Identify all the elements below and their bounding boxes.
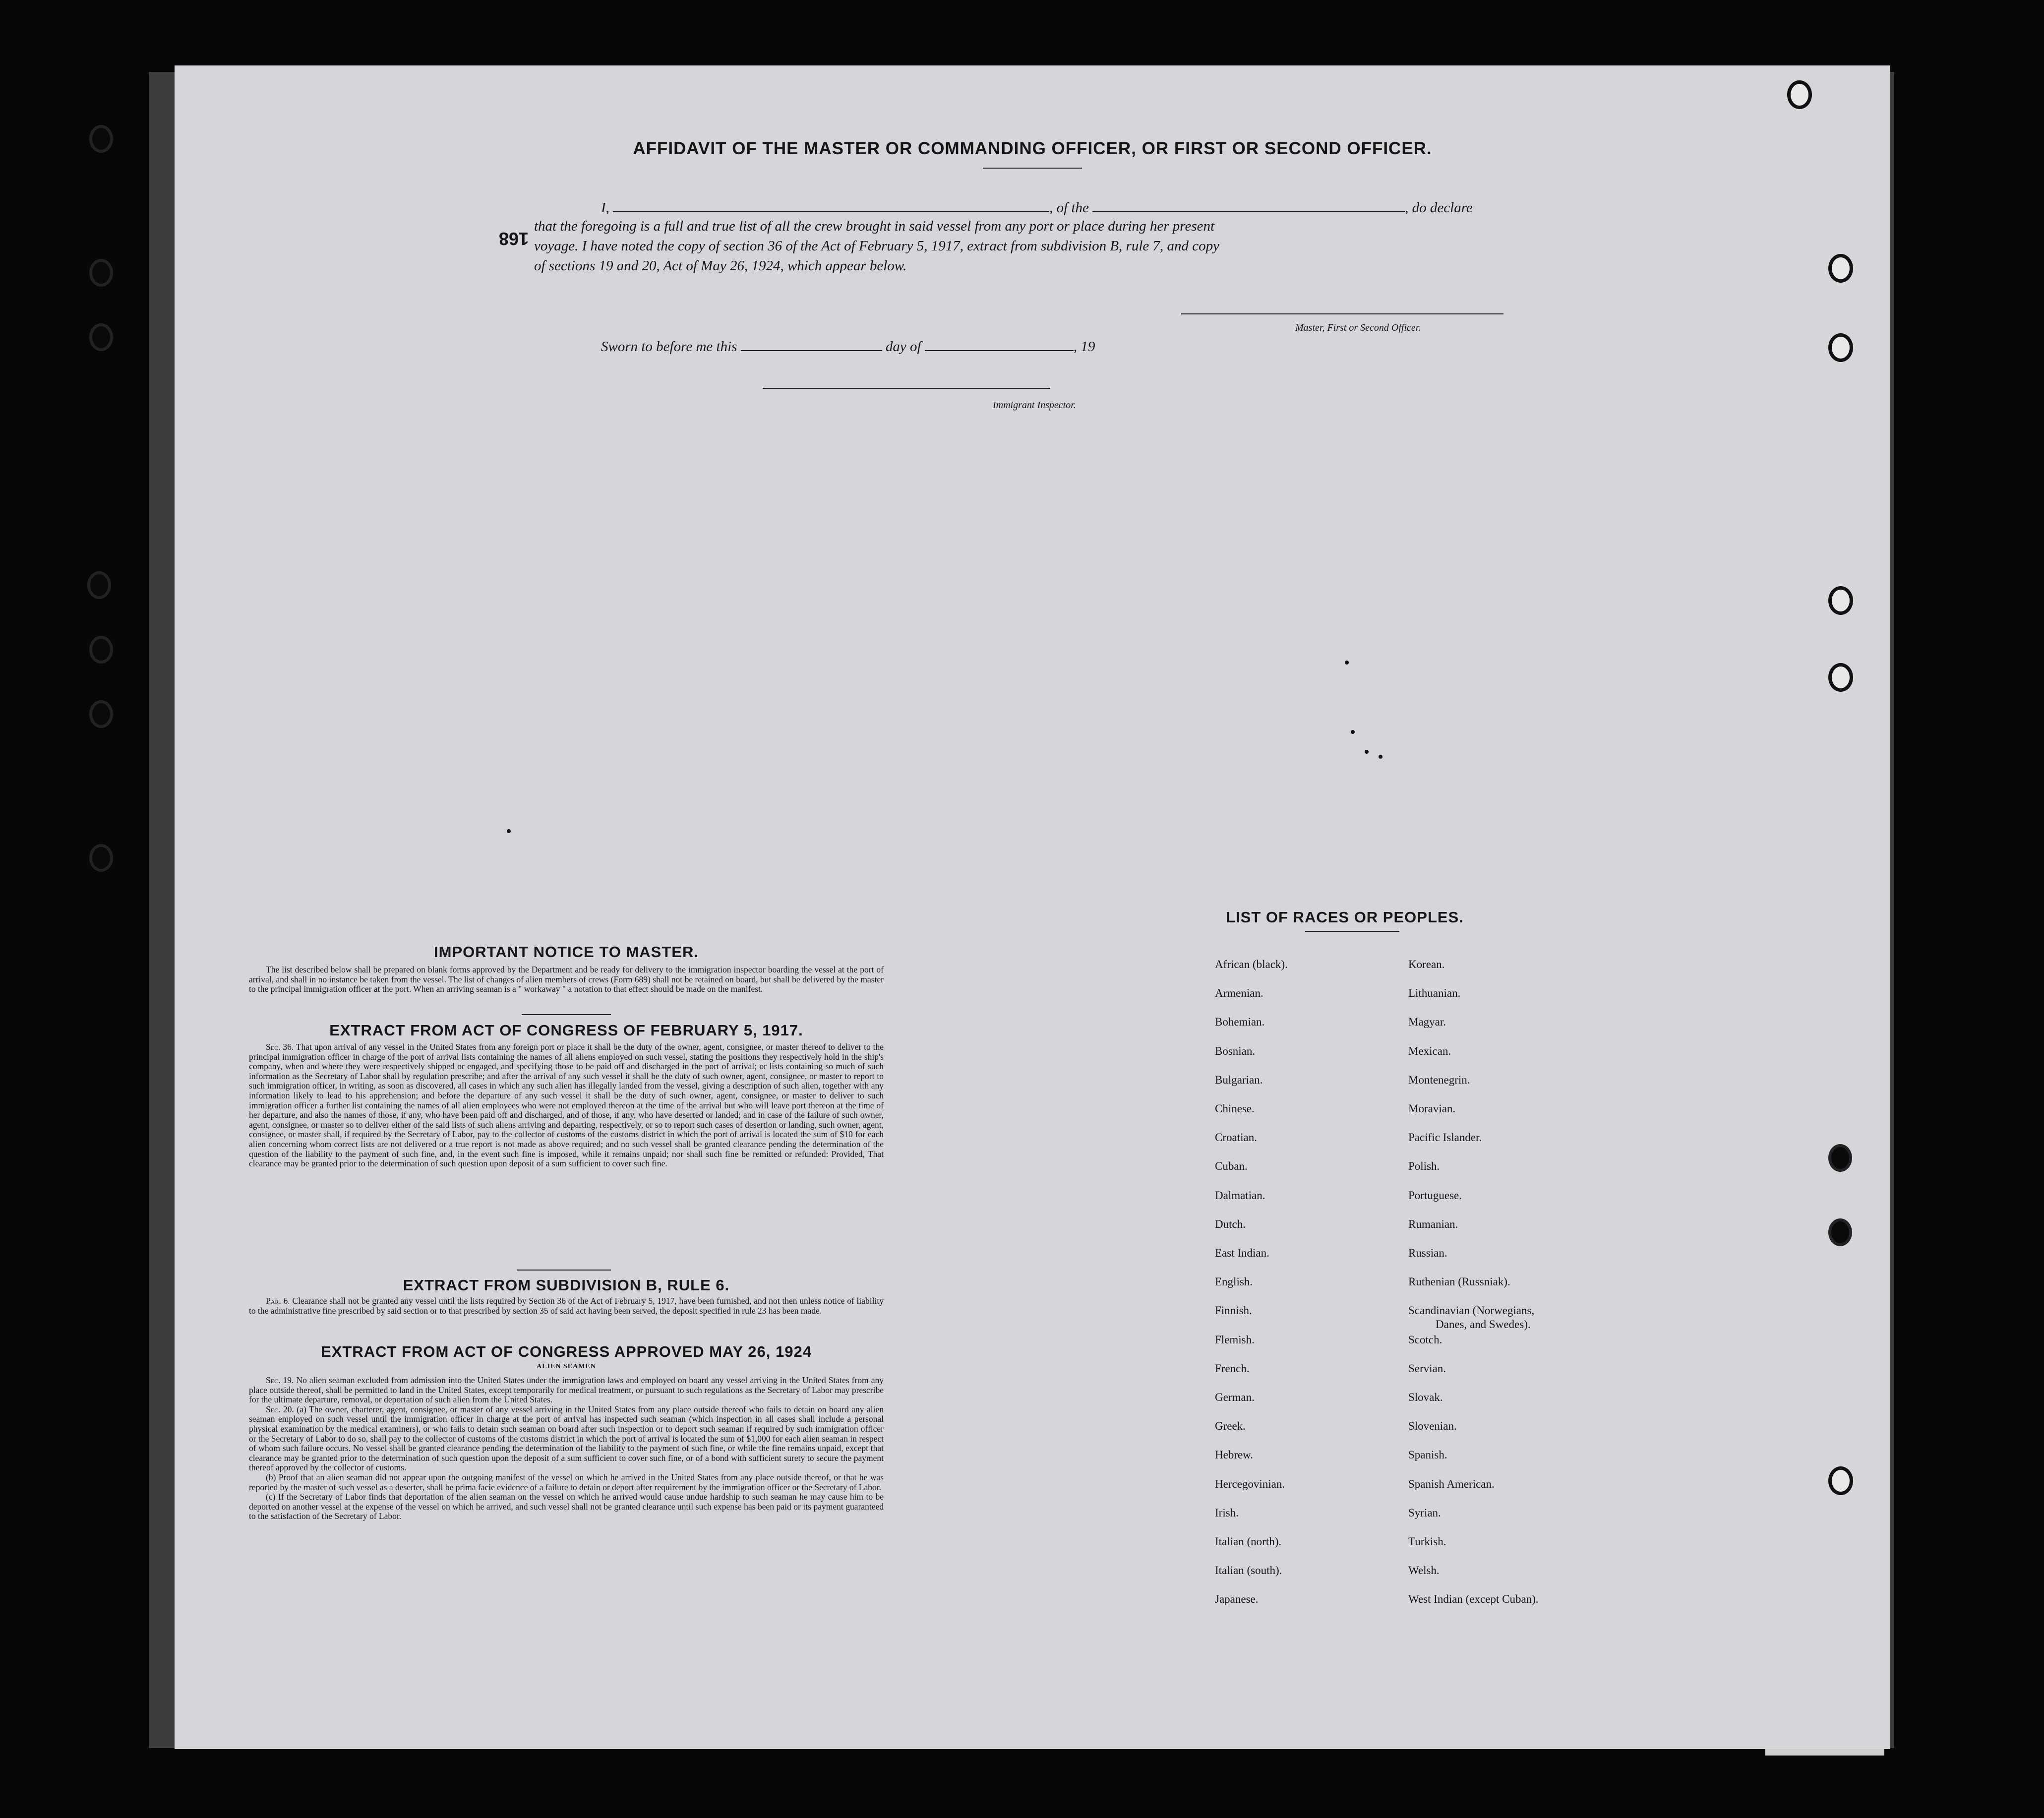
section-20b-text: (b) Proof that an alien seaman did not appear upon the outgoing manifest of the vessel on which he arrived in the United States from any place outside thereof, or that he was reported by the master of such vessel as a deserter, shall be prima facie evidence of a failure to detain or deport after requirement by the immigration officer or the Secretary of Labor. (249, 1472, 884, 1492)
declarant-name-field[interactable] (613, 198, 1049, 212)
race-item: Greek. (1215, 1420, 1246, 1433)
punch-hole (89, 844, 113, 872)
race-item: East Indian. (1215, 1247, 1269, 1259)
notice-text (249, 965, 884, 994)
punch-hole (1828, 1144, 1852, 1172)
sworn-line (601, 337, 1095, 355)
race-item: Magyar. (1408, 1016, 1446, 1029)
race-item: Finnish. (1215, 1304, 1252, 1317)
declaration-text-2: that the foregoing is a full and true list of all the crew brought in said vessel from any port or place during her present (534, 218, 1215, 234)
par-6-text: Clearance shall not be granted any vessel until the lists required by Section 36 of the Act of February 5, 1917, have been furnished, and not then unless notice of liability to the administrative fine prescribed by said section or to that prescribed by section 35 of said act having been served, the deposit specified in rule 23 has been made. (249, 1296, 884, 1316)
alien-seamen-subtitle: ALIEN SEAMEN (537, 1363, 596, 1370)
race-item: Bulgarian. (1215, 1073, 1263, 1086)
ink-speck (507, 829, 511, 833)
section-19-label: Sec. 19. (266, 1375, 294, 1385)
race-item: Servian. (1408, 1362, 1446, 1375)
race-item: Spanish American. (1408, 1477, 1495, 1490)
race-item: Japanese. (1215, 1593, 1259, 1606)
section-20c-text: (c) If the Secretary of Labor finds that deportation of the alien seaman on the vessel on which he arrived would cause undue hardship to such seaman he may cause him to be deported on another vessel at the expense of the vessel on which he arrived, and such vessel shall not be granted clearance until such expense has been paid or its payment guaranteed to the satisfaction of the Secretary of Labor. (249, 1492, 884, 1521)
punch-hole (1787, 80, 1812, 109)
section-36-label: Sec. 36. (266, 1042, 294, 1052)
section-36-text: That upon arrival of any vessel in the United States from any foreign port or place it shall be the duty of the owner, agent, consignee, or master thereof to deliver to the principal immigration officer in charge of the port of arrival lists containing the names of all aliens employed on such vessel, stating the positions they respectively hold in the ship's company, when and where they were respectively shipped or engaged, and specifying those to be paid off and discharged in the port of arrival; or lists containing so much of such information as the Secretary of Labor shall by regulation prescribe; and after the arrival of any such vessel it shall be the duty of such owner, agent, consignee, or master to report to such immigration officer, in writing, as soon as discovered, all cases in which any such alien has illegally landed from the vessel, giving a description of such alien, together with any information likely to lead to his apprehension; and before the departure of any such vessel it shall be the duty of such owner, agent, consignee, or master to deliver to such immigration officer a further list containing the names of all alien employees who were not employed thereon at the time of the arrival but who will leave port thereon at the time of her departure, and also the names of those, if any, who have been paid off and discharged, and of those, if any, who have deserted or landed; and in case of the failure of such owner, agent, consignee, or master so to deliver either of the said lists of such aliens arriving and departing, respectively, or so to report such cases of desertion or landing, such owner, agent, consignee, or master shall, if required by the Secretary of Labor, pay to the collector of customs of the customs district in which the port of arrival is located the sum of $10 for each alien concerning whom correct lists are not delivered or a true report is not made as above required; and no such vessel shall be granted clearance pending the determination of the question of the liability to the payment of such fine, and, in the event such fine is imposed, while it remains unpaid; nor shall such fine be remitted or refunded: Provided, That clearance may be granted prior to the determination of such question upon deposit of a sum sufficient to cover such fine. (249, 1042, 884, 1169)
race-item: Korean. (1408, 958, 1445, 970)
par-6-label: Par. 6. (266, 1296, 290, 1306)
race-item: African (black). (1215, 958, 1288, 970)
notice-paragraph: The list described below shall be prepared on blank forms approved by the Department and be ready for delivery to the immigration inspector boarding the vessel at the port of arrival, and shall in no instance be taken from the vessel. The list of changes of alien members of crews (Form 689) shall not be retained on board, but shall be delivered by the master to the principal immigration officer at the port. When an arriving seaman is a " workaway " a notation to that effect should be made on the manifest. (249, 965, 884, 994)
race-item: Dutch. (1215, 1217, 1246, 1230)
race-item: Cuban. (1215, 1160, 1248, 1173)
of-the-label: , of the (1049, 200, 1089, 216)
race-item: Slovak. (1408, 1391, 1443, 1403)
title-divider (983, 168, 1082, 169)
race-item: Irish. (1215, 1506, 1239, 1519)
declaration-line (601, 198, 1473, 216)
ink-speck (1351, 730, 1355, 734)
extract-1917-title: EXTRACT FROM ACT OF CONGRESS OF FEBRUARY 5, 1917. (329, 1022, 803, 1039)
section-20a-text: (a) The owner, charterer, agent, consignee, or master of any vessel arriving in the United States from any place outside thereof who fails to detain on board any alien seaman employed on such vessel until the immigration officer in charge at the port of arrival has inspected such seaman (which inspection in all cases shall include a personal physical examination by the medical examiners), or who fails to detain such seaman on board after such inspection or to deport such seaman if required by such immigration officer or the Secretary of Labor to do so, shall pay to the collector of customs of the customs district in which the port of arrival is located the sum of $1,000 for each alien seaman in respect of whom such failure occurs. No vessel shall be granted clearance pending the determination of the liability to the payment of such fine, or while the fine remains unpaid, except that clearance may be granted prior to the determination of such question upon the deposit of a sum sufficient to cover such fine, or of a bond with sufficient surety to secure the payment thereof approved by the collector of customs. (249, 1404, 884, 1473)
punch-hole (89, 125, 113, 153)
race-item: Welsh. (1408, 1564, 1440, 1577)
section-divider (522, 1014, 611, 1015)
punch-hole (1828, 1218, 1852, 1246)
race-item: Bohemian. (1215, 1016, 1265, 1029)
punch-hole (1828, 663, 1853, 692)
punch-hole (1828, 586, 1853, 615)
race-item: Rumanian. (1408, 1217, 1458, 1230)
sworn-year-label: , 19 (1073, 339, 1095, 355)
do-declare-label: , do declare (1405, 200, 1473, 216)
race-item: English. (1215, 1275, 1253, 1288)
ink-speck (1345, 661, 1349, 665)
race-item: Bosnian. (1215, 1044, 1256, 1057)
rule-6-text (249, 1296, 884, 1316)
inspector-signature-line[interactable] (763, 388, 1050, 389)
punch-hole (89, 259, 113, 287)
race-item: Scotch. (1408, 1333, 1443, 1346)
race-item: West Indian (except Cuban). (1408, 1593, 1539, 1606)
section-19-text: No alien seaman excluded from admission into the United States under the immigration laws and employed on board any vessel arriving in the United States from any place outside thereof, shall be permitted to land in the United States, except temporarily for medical treatment, or pursuant to such regulations as the Secretary of Labor may prescribe for the ultimate departure, removal, or deportation of such alien from the United States. (249, 1375, 884, 1405)
extract-1924-text (249, 1376, 884, 1521)
race-item: Russian. (1408, 1247, 1447, 1259)
race-item: Portuguese. (1408, 1189, 1462, 1202)
extract-1924-title: EXTRACT FROM ACT OF CONGRESS APPROVED MAY 26, 1924 (321, 1343, 812, 1360)
rule-6-title: EXTRACT FROM SUBDIVISION B, RULE 6. (403, 1276, 730, 1294)
race-item: Hebrew. (1215, 1449, 1254, 1461)
master-signature-line[interactable] (1181, 313, 1503, 314)
race-item: French. (1215, 1362, 1250, 1375)
sworn-month-field[interactable] (925, 337, 1074, 351)
race-item: Scandinavian (Norwegians, (1408, 1304, 1535, 1317)
races-divider (1305, 931, 1399, 932)
vessel-name-field[interactable] (1092, 198, 1405, 212)
race-item: Dalmatian. (1215, 1189, 1265, 1202)
punch-hole (1828, 1466, 1853, 1495)
declaration-text-3: voyage. I have noted the copy of section 36 of the Act of February 5, 1917, extract from subdivision B, rule 7, and copy (534, 238, 1220, 254)
race-item: Montenegrin. (1408, 1073, 1470, 1086)
ink-speck (1379, 755, 1383, 759)
race-item: Chinese. (1215, 1102, 1255, 1115)
races-title: LIST OF RACES OR PEOPLES. (1226, 909, 1464, 926)
notice-title: IMPORTANT NOTICE TO MASTER. (434, 943, 699, 961)
punch-hole (1828, 254, 1853, 283)
race-item: Slovenian. (1408, 1420, 1457, 1433)
race-item: Armenian. (1215, 987, 1263, 1000)
race-item: Syrian. (1408, 1506, 1441, 1519)
race-item: Hercegovinian. (1215, 1477, 1285, 1490)
race-item: Turkish. (1408, 1535, 1446, 1548)
race-item: Ruthenian (Russniak). (1408, 1275, 1510, 1288)
declaration-text-4: of sections 19 and 20, Act of May 26, 1924, which appear below. (534, 258, 907, 274)
race-item: Pacific Islander. (1408, 1131, 1482, 1144)
affidavit-title: AFFIDAVIT OF THE MASTER OR COMMANDING OFFICER, OR FIRST OR SECOND OFFICER. (633, 139, 1432, 158)
punch-hole (89, 323, 113, 351)
day-of-label: day of (885, 339, 921, 355)
race-item: Spanish. (1408, 1449, 1447, 1461)
punch-hole (89, 636, 113, 664)
form-page (175, 65, 1890, 1749)
declarant-prefix: I, (601, 200, 609, 216)
race-item: Moravian. (1408, 1102, 1456, 1115)
punch-hole (1828, 333, 1853, 362)
race-item: Italian (north). (1215, 1535, 1282, 1548)
race-item: Italian (south). (1215, 1564, 1282, 1577)
races-list (1215, 958, 1562, 1692)
sworn-day-field[interactable] (741, 337, 882, 351)
inspector-caption: Immigrant Inspector. (993, 400, 1076, 411)
section-20-label: Sec. 20. (266, 1404, 294, 1414)
ink-speck (1365, 750, 1369, 754)
punch-hole (89, 700, 113, 728)
master-caption: Master, First or Second Officer. (1295, 322, 1421, 333)
race-item-continuation: Danes, and Swedes). (1436, 1318, 1531, 1331)
extract-1917-text (249, 1042, 884, 1169)
race-item: Polish. (1408, 1160, 1440, 1173)
section-divider (517, 1270, 611, 1271)
race-item: Mexican. (1408, 1044, 1451, 1057)
race-item: Lithuanian. (1408, 987, 1461, 1000)
punch-hole (87, 571, 111, 599)
race-item: Croatian. (1215, 1131, 1257, 1144)
sworn-prefix: Sworn to before me this (601, 339, 737, 355)
race-item: Flemish. (1215, 1333, 1255, 1346)
page-number-stamp: 168 (499, 229, 529, 249)
race-item: German. (1215, 1391, 1255, 1403)
